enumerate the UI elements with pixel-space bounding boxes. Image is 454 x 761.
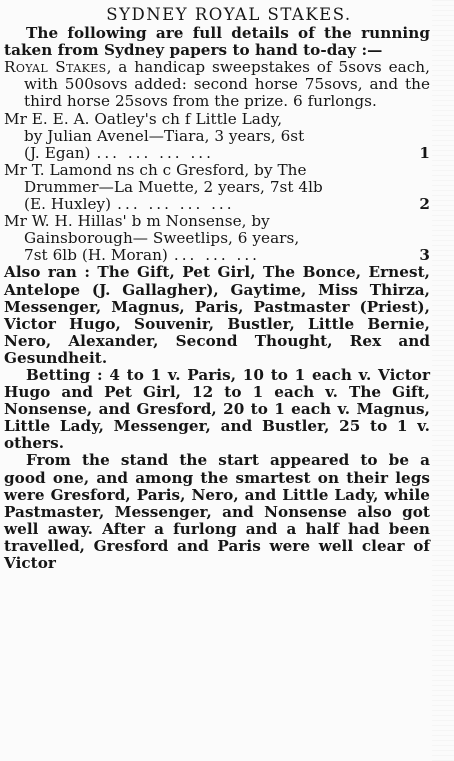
leader-dots: ... ... ... ... bbox=[96, 144, 214, 162]
also-ran-paragraph: Also ran : The Gift, Pet Girl, The Bonce, Ernest, Antelope (J. Gallagher), Gaytime, Miss Thirza, Messenger, Magnus, Paris, Pastmaster (Priest), Victor Hugo, Souvenir, Bustler, Little Bernie, Nero, Alexander, Second Thought, Rex and Gesundheit. bbox=[4, 263, 430, 367]
leader-dots: ... ... ... ... bbox=[117, 196, 235, 214]
placing-result-line bbox=[24, 247, 430, 264]
race-conditions bbox=[4, 59, 430, 110]
placing-position: 1 bbox=[419, 143, 430, 162]
race-name: Royal Stakes bbox=[4, 58, 107, 77]
placing-jockey: (J. Egan) bbox=[24, 143, 91, 162]
placing-owner-line: Mr W. H. Hillas' b m Nonsense, by bbox=[4, 212, 270, 231]
race-description: , a handicap sweepstakes of 5sovs each, with 500sovs added: second horse 75sovs, and the third horse 25sovs from the prize. 6 furlongs. bbox=[24, 58, 430, 111]
placing-first bbox=[4, 111, 430, 162]
placing-third bbox=[4, 213, 430, 264]
placing-breeding-line: Drummer—La Muette, 2 years, 7st 4lb bbox=[24, 177, 323, 196]
article-column bbox=[4, 6, 430, 572]
article-intro: The following are full details of the running taken from Sydney papers to hand to-day :— bbox=[4, 24, 430, 60]
paper-edge-texture bbox=[432, 0, 454, 761]
placing-owner-line: Mr E. E. A. Oatley's ch f Little Lady, bbox=[4, 109, 283, 128]
betting-paragraph: Betting : 4 to 1 v. Paris, 10 to 1 each v. Victor Hugo and Pet Girl, 12 to 1 each v. The Gift, Nonsense, and Gresford, 20 to 1 each v. Magnus, Little Lady, Messenger, and Bustler, 25 to 1 v. others. bbox=[4, 365, 430, 453]
placing-jockey: 7st 6lb (H. Moran) bbox=[24, 246, 168, 265]
placing-jockey: (E. Huxley) bbox=[24, 195, 112, 214]
placing-result-line bbox=[24, 196, 430, 213]
placing-breeding-line: Gainsborough— Sweetlips, 6 years, bbox=[24, 229, 300, 248]
article-heading: SYDNEY ROYAL STAKES. bbox=[106, 5, 352, 24]
placing-position: 2 bbox=[419, 195, 430, 214]
placing-owner-line: Mr T. Lamond ns ch c Gresford, by The bbox=[4, 160, 307, 179]
placing-second bbox=[4, 162, 430, 213]
leader-dots: ... ... ... bbox=[173, 247, 261, 265]
race-report-paragraph: From the stand the start appeared to be a good one, and among the smartest on their legs were Gresford, Paris, Nero, and Little Lady, while Pastmaster, Messenger, and Nonsense also got well away. After a furlong and a half had been travelled, Gresford and Paris were well clear of Victor bbox=[4, 451, 430, 572]
placing-breeding-line: by Julian Avenel—Tiara, 3 years, 6st bbox=[24, 126, 305, 145]
placing-result-line bbox=[24, 145, 430, 162]
placing-position: 3 bbox=[419, 246, 430, 265]
